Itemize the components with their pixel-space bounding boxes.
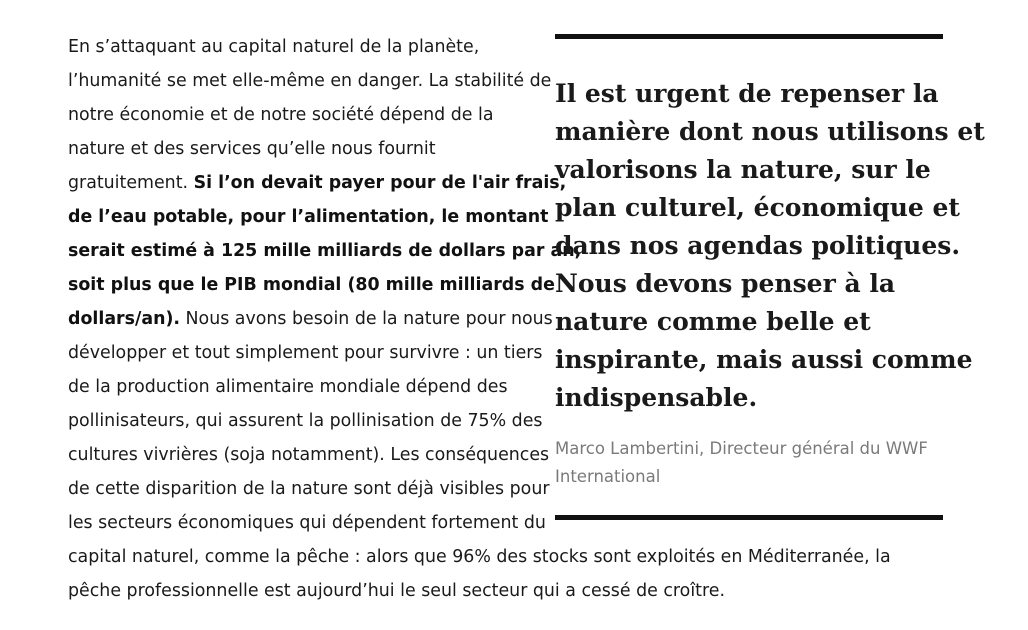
paragraph-line: pollinisateurs, qui assurent la pollinisation de 75% des [68,411,543,431]
paragraph-line: de la production alimentaire mondiale dépend des [68,377,508,397]
paragraph-line: pêche professionnelle est aujourd’hui le seul secteur qui a cessé de croître. [68,581,725,601]
bold-emphasis: soit plus que le PIB mondial (80 mille milliards de [68,275,555,295]
bold-emphasis: Si l’on devait payer pour de l'air frais, [193,173,567,193]
paragraph-line: les secteurs économiques qui dépendent fortement du [68,513,546,533]
quote-line: Nous devons penser à la [555,269,896,298]
quote-line: inspirante, mais aussi comme [555,345,973,374]
paragraph-line: capital naturel, comme la pêche : alors que 96% des stocks sont exploités en Méditerranée, la [68,547,891,567]
pull-quote-text [555,75,985,417]
paragraph-line: En s’attaquant au capital naturel de la planète, [68,37,480,57]
paragraph-line: cultures vivrières (soja notamment). Les conséquences [68,445,550,465]
attribution-line: Marco Lambertini, Directeur général du WWF [555,439,928,458]
quote-line: plan culturel, économique et [555,193,960,222]
pull-quote [555,34,985,520]
quote-line: nature comme belle et [555,307,871,336]
bold-emphasis: de l’eau potable, pour l’alimentation, le montant [68,207,549,227]
quote-line: Il est urgent de repenser la [555,79,939,108]
paragraph-line: gratuitement. Si l’on devait payer pour de l'air frais, [68,173,567,193]
quote-attribution [555,435,943,491]
quote-line: manière dont nous utilisons et [555,117,985,146]
attribution-line: International [555,467,661,486]
bold-emphasis: dollars/an). [68,309,181,329]
quote-line: valorisons la nature, sur le [555,155,931,184]
paragraph-line: développer et tout simplement pour survivre : un tiers [68,343,543,363]
paragraph-line: notre économie et de notre société dépend de la [68,105,494,125]
paragraph-line: l’humanité se met elle-même en danger. La stabilité de [68,71,552,91]
paragraph-line: de cette disparition de la nature sont déjà visibles pour [68,479,550,499]
quote-line: dans nos agendas politiques. [555,231,961,260]
quote-line: indispensable. [555,383,758,412]
paragraph-line: nature et des services qu’elle nous fournit [68,139,436,159]
paragraph-line: dollars/an). Nous avons besoin de la nature pour nous [68,309,553,329]
bold-emphasis: serait estimé à 125 mille milliards de dollars par an, [68,241,582,261]
